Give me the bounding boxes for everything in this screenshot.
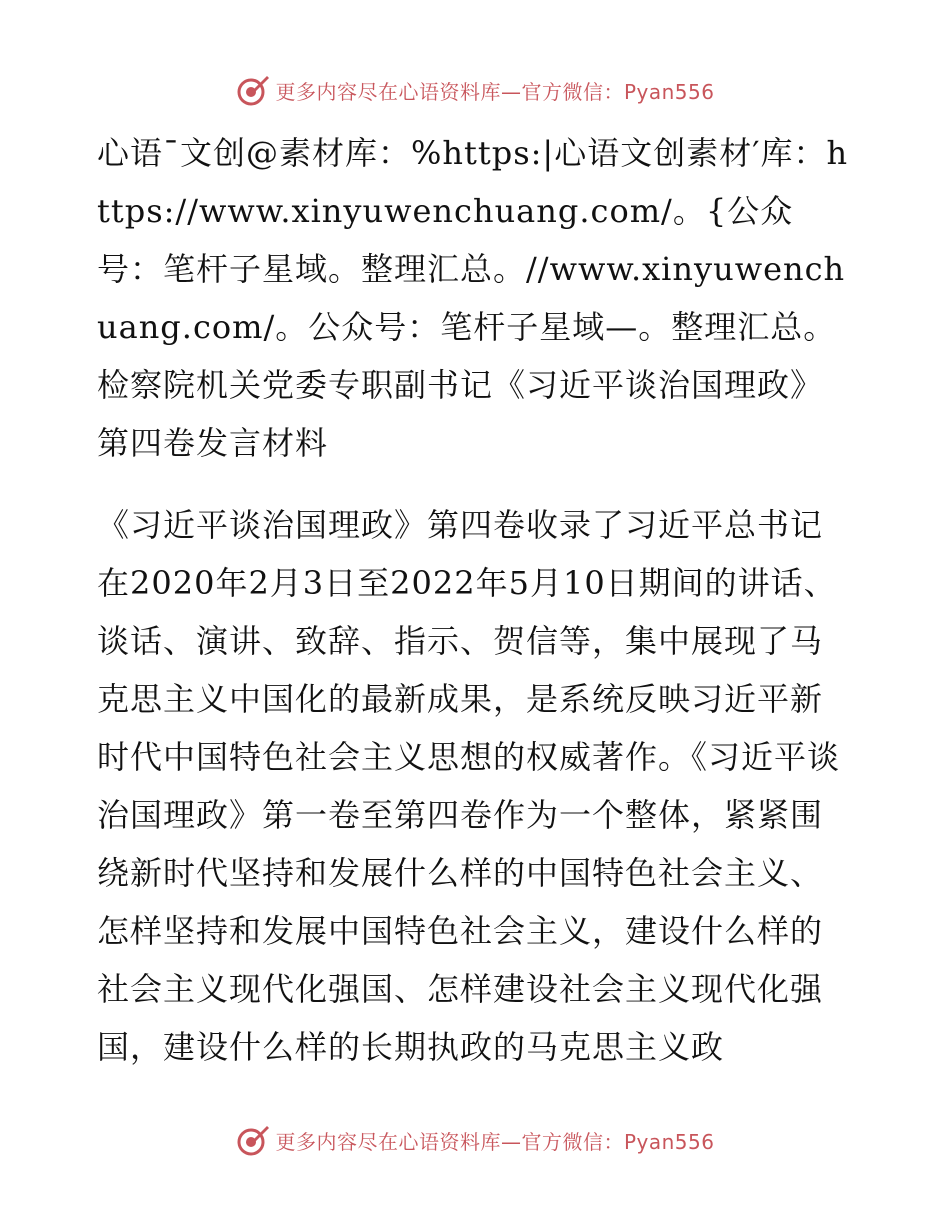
header-banner	[0, 68, 950, 112]
paragraph-intro: 心语¯文创@素材库：%https:|心语文创素材′库：https://www.xinyuwenchuang.com/。{公众号：笔杆子星域。整理汇总。//www.xinyuwenchuang.com/。公众号：笔杆子星域—。整理汇总。检察院机关党委专职副书记《习近平谈治国理政》第四卷发言材料	[97, 134, 849, 462]
footer-banner	[0, 1118, 950, 1162]
document-body	[97, 124, 852, 1076]
paragraph-main: 《习近平谈治国理政》第四卷收录了习近平总书记在2020年2月3日至2022年5月10日期间的讲话、谈话、演讲、致辞、指示、贺信等，集中展现了马克思主义中国化的最新成果，是系统反映习近平新时代中国特色社会主义思想的权威著作。《习近平谈治国理政》第一卷至第四卷作为一个整体，紧紧围绕新时代坚持和发展什么样的中国特色社会主义、怎样坚持和发展中国特色社会主义，建设什么样的社会主义现代化强国、怎样建设社会主义现代化强国，建设什么样的长期执政的马克思主义政	[97, 506, 841, 1066]
quill-logo-icon	[235, 72, 271, 108]
header-banner-text: 更多内容尽在心语资料库—官方微信：Pyan556	[275, 79, 715, 104]
footer-banner-text: 更多内容尽在心语资料库—官方微信：Pyan556	[275, 1129, 715, 1154]
quill-logo-icon	[235, 1122, 271, 1158]
